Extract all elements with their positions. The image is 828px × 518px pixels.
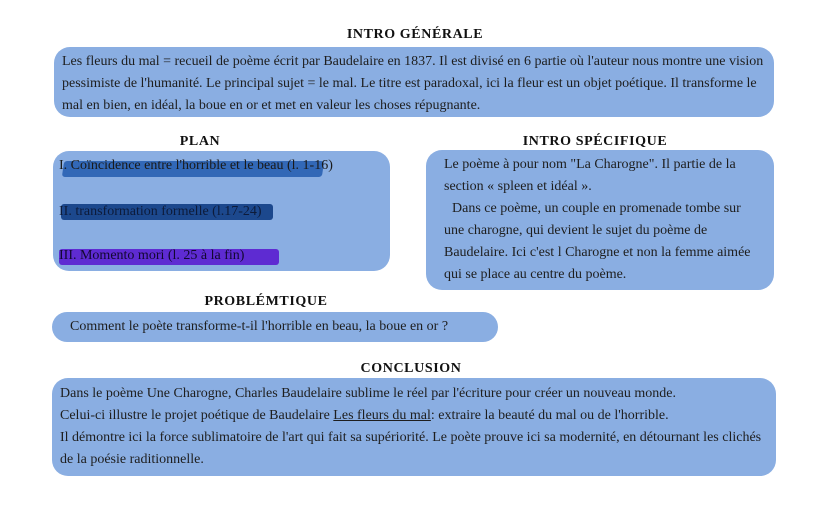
plan-item-3: III. Momento mori (l. 25 à la fin): [59, 248, 245, 263]
intro-specifique-line2: Dans ce poème, un couple en promenade tombe sur une charogne, qui devient le sujet du poème de Baudelaire. Ici c'est l Charogne et non la femme aimée qui se place au centre du poème.: [444, 201, 751, 282]
intro-generale-text: Les fleurs du mal = recueil de poème écrit par Baudelaire en 1837. Il est divisé en 6 partie où l'auteur nous montre une vision pessimiste de l'humanité. Le principal sujet = le mal. Le titre est paradoxal, ici la fleur est un objet poétique. Il transforme le mal en bien, en idéal, la boue en or et met en valeur les choses répugnante.: [62, 54, 764, 113]
intro-specifique-line1: Le poème à pour nom "La Charogne". Il partie de la section « spleen et idéal ».: [444, 157, 736, 194]
book-title: Les fleurs du mal: [333, 408, 431, 423]
problematique-text: Comment le poète transforme-t-il l'horrible en beau, la boue en or ?: [70, 319, 449, 334]
conclusion-box: [52, 378, 776, 476]
intro-generale-box: [54, 47, 774, 117]
problematique-box: [52, 312, 498, 342]
plan-item-1: I. Coïncidence entre l'horrible et le beau (l. 1-16): [59, 158, 333, 173]
plan-box: [53, 151, 390, 271]
conclusion-heading: CONCLUSION: [360, 361, 462, 376]
conclusion-line3: Il démontre ici la force sublimatoire de l'art qui fait sa supériorité. Le poète prouve ici sa modernité, en détournant les clichés de la poésie raditionnelle.: [60, 430, 762, 467]
conclusion-line2-post: : extraire la beauté du mal ou de l'horrible.: [430, 408, 669, 423]
plan-heading: PLAN: [179, 134, 221, 149]
conclusion-line2: [60, 405, 766, 427]
intro-generale-heading: INTRO GÉNÉRALE: [346, 27, 484, 42]
conclusion-line2-pre: Celui-ci illustre le projet poétique de Baudelaire: [60, 408, 334, 423]
conclusion-line1: Dans le poème Une Charogne, Charles Baudelaire sublime le réel par l'écriture pour créer un nouveau monde.: [60, 386, 676, 401]
problematique-heading: PROBLÉMTIQUE: [204, 294, 328, 309]
plan-item-2: II. transformation formelle (l.17-24): [59, 204, 262, 219]
intro-specifique-heading: INTRO SPÉCIFIQUE: [522, 134, 668, 149]
intro-specifique-box: [426, 150, 774, 290]
